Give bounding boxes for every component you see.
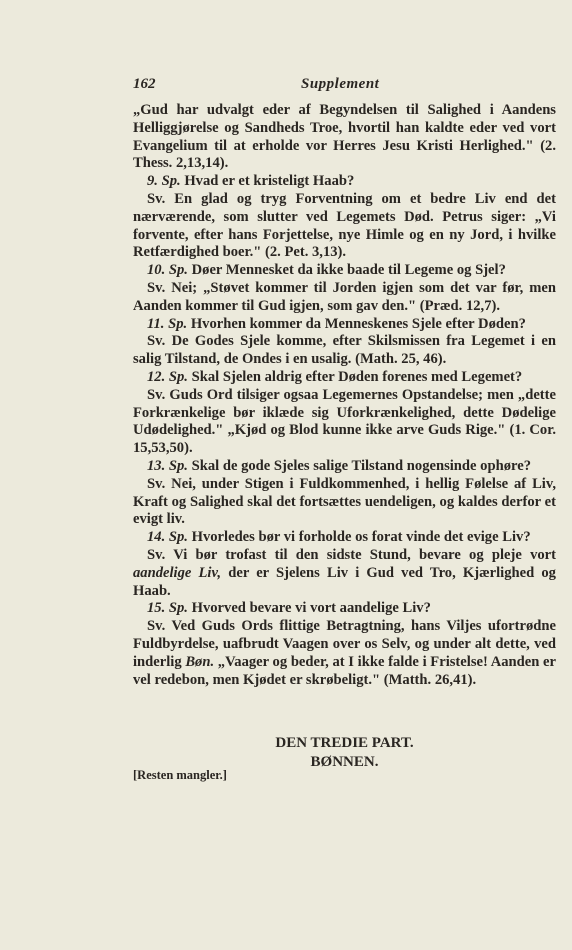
paragraph-text: Skal de gode Sjeles salige Tilstand nogensinde ophøre? bbox=[191, 457, 531, 474]
paragraph bbox=[133, 262, 556, 280]
question-label: Sv. bbox=[147, 386, 166, 403]
question-label: Sv. bbox=[147, 546, 166, 563]
paragraph bbox=[133, 369, 556, 387]
paragraph-text: Nei, under Stigen i Fuldkommenhed, i hellig Følelse af Liv, Kraft og Salighed skal det fortsættes uendeligen, og kaldes derfor et evigt liv. bbox=[133, 475, 556, 528]
paragraph-text: Hvad er et kristeligt Haab? bbox=[184, 173, 355, 190]
question-label: 13. Sp. bbox=[147, 457, 188, 474]
question-label: 11. Sp. bbox=[147, 315, 188, 332]
emphasis-text: Bøn. bbox=[185, 653, 215, 670]
paragraph bbox=[133, 458, 556, 476]
question-label: 12. Sp. bbox=[147, 368, 188, 385]
paragraph-text: Hvorledes bør vi forholde os forat vinde det evige Liv? bbox=[191, 529, 531, 546]
paragraph bbox=[133, 191, 556, 262]
question-label: 15. Sp. bbox=[147, 600, 188, 617]
paragraph bbox=[133, 600, 556, 618]
paragraph-text: Nei; „Støvet kommer til Jorden igjen som det var før, men Aanden kommer til Gud igjen, som gav den." (Præd. 12,7). bbox=[133, 279, 556, 314]
paragraph-text: „Gud har udvalgt eder af Begyndelsen til Salighed i Aandens Helliggjørelse og Sandheds Troe, hvortil han kaldte eder ved vort Evangelium til at erholde vor Herres Jesu Kristi Herlighed." (2. Thess. 2,13,14). bbox=[133, 102, 556, 172]
question-label: 9. Sp. bbox=[147, 173, 181, 190]
question-label: 14. Sp. bbox=[147, 529, 188, 546]
emphasis-text: aandelige Liv, bbox=[133, 564, 222, 581]
question-label: Sv. bbox=[147, 333, 166, 350]
running-title: Supplement bbox=[301, 76, 380, 92]
paragraph bbox=[133, 387, 556, 458]
paragraph bbox=[133, 333, 556, 369]
paragraph-text: Skal Sjelen aldrig efter Døden forenes med Legemet? bbox=[191, 368, 523, 385]
paragraph-text: Hvorved bevare vi vort aandelige Liv? bbox=[191, 600, 431, 617]
question-label: Sv. bbox=[147, 190, 166, 207]
paragraph bbox=[133, 280, 556, 316]
paragraph-text: Ved Guds Ords flittige Betragtning, hans Viljes ufortrødne Fuldbyrdelse, uafbrudt Vaagen over os Selv, og under alt dette, ved inderlig bbox=[133, 618, 557, 670]
running-head bbox=[133, 76, 395, 96]
part-heading: DEN TREDIE PART. bbox=[275, 735, 414, 751]
section-heading: BØNNEN. bbox=[310, 754, 379, 770]
paragraph-tail: „Vaager og beder, at I ikke falde i Fristelse! Aanden er vel redebon, men Kjødet er skrøbeligt." (Matth. 26,41). bbox=[133, 653, 556, 688]
page-number: 162 bbox=[133, 76, 156, 92]
paragraph bbox=[133, 173, 556, 191]
question-label: 10. Sp. bbox=[147, 262, 188, 279]
paragraph-text: De Godes Sjele komme, efter Skilsmissen fra Legemet i en salig Tilstand, de Ondes i en usalig. (Math. 25, 46). bbox=[133, 333, 556, 368]
body-text bbox=[133, 102, 556, 689]
paragraph-text: En glad og tryg Forventning om et bedre Liv end det nærværende, som slutter ved Legemets Død. Petrus siger: „Vi forvente, efter hans Forjettelse, nye Himle og en ny Jord, i hvilke Retfærdighed boer." (2. Pet. 3,13). bbox=[133, 190, 556, 261]
paragraph-text: Døer Mennesket da ikke baade til Legeme og Sjel? bbox=[191, 262, 506, 279]
paragraph bbox=[133, 476, 556, 529]
question-label: Sv. bbox=[147, 618, 166, 635]
paragraph-text: Hvorhen kommer da Menneskenes Sjele efter Døden? bbox=[190, 315, 526, 332]
missing-note: [Resten mangler.] bbox=[133, 768, 227, 782]
paragraph-tail: der er Sjelens Liv i Gud ved Tro, Kjærlighed og Haab. bbox=[133, 564, 556, 599]
paragraph bbox=[133, 618, 556, 689]
question-label: Sv. bbox=[147, 475, 166, 492]
paragraph-text: Guds Ord tilsiger ogsaa Legemernes Opstandelse; men „dette Forkrænkelige bør iklæde sig Uforkrænkelighed, dette Dødelige Udødelighed." „Kjød og Blod kunne ikke arve Guds Rige." (1. Cor. 15,53,50). bbox=[133, 386, 556, 457]
question-label: Sv. bbox=[147, 279, 166, 296]
paragraph-text: Vi bør trofast til den sidste Stund, bevare og pleje vort bbox=[173, 546, 556, 563]
paragraph bbox=[133, 529, 556, 547]
paragraph bbox=[133, 547, 556, 600]
paragraph bbox=[133, 316, 556, 334]
paragraph bbox=[133, 102, 556, 173]
